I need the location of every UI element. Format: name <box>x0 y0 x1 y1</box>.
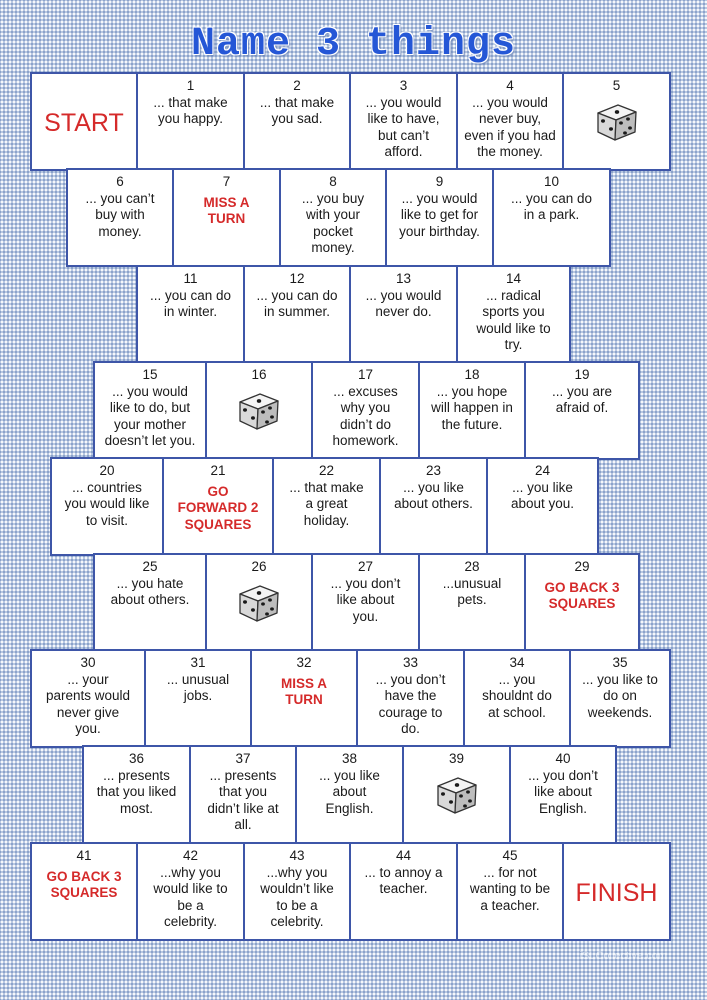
prompt-text: ... radical sports you would like to try. <box>476 287 551 352</box>
board-square-3 <box>349 72 458 171</box>
prompt-text: ... you don’t like about you. <box>330 575 401 624</box>
board-square-7 <box>172 168 281 267</box>
square-number: 6 <box>116 174 124 189</box>
prompt-text: ... to annoy a teacher. <box>364 864 443 896</box>
dice-icon <box>434 771 480 817</box>
square-number: 17 <box>357 367 374 382</box>
square-number: 36 <box>128 751 145 766</box>
square-number: 2 <box>293 78 301 93</box>
board-square-24 <box>486 457 599 556</box>
square-number: 24 <box>534 463 551 478</box>
square-number: 3 <box>399 78 408 93</box>
board-square-29 <box>524 553 640 652</box>
board-square-14 <box>456 265 571 364</box>
board-square-12 <box>243 265 351 364</box>
board-square-4 <box>456 72 564 171</box>
square-number: 45 <box>502 848 518 863</box>
board-square-9 <box>385 168 494 267</box>
board-square-8 <box>279 168 387 267</box>
square-number: 40 <box>555 751 571 766</box>
square-number: 12 <box>289 271 305 286</box>
watermark: iSLCollective.com <box>579 950 667 962</box>
prompt-text: ... countries you would like to visit. <box>64 479 150 528</box>
board-square-10 <box>492 168 611 267</box>
board-square-21 <box>162 457 274 556</box>
square-number: 5 <box>612 78 621 93</box>
square-number: 18 <box>464 367 480 382</box>
square-number: 38 <box>341 751 358 766</box>
square-number: 37 <box>235 751 251 766</box>
square-number: 28 <box>464 559 480 574</box>
square-number: 10 <box>543 174 560 189</box>
square-number: 25 <box>142 559 158 574</box>
prompt-text: ... you are afraid of. <box>551 383 613 415</box>
board-square-35 <box>569 649 671 748</box>
prompt-text: ... you buy with your pocket money. <box>301 190 365 255</box>
prompt-text: ... unusual jobs. <box>166 671 230 703</box>
board-square-31 <box>144 649 252 748</box>
prompt-text: ... you would never buy, even if you had the money. <box>464 94 556 159</box>
board-square-34 <box>463 649 571 748</box>
prompt-text: ... you don’t like about English. <box>528 767 598 816</box>
board-square-43 <box>243 842 351 941</box>
square-number: 13 <box>395 271 412 286</box>
prompt-text: ... excuses why you didn’t do homework. <box>332 383 399 448</box>
board-square-16 <box>205 361 313 460</box>
square-number: 43 <box>289 848 305 863</box>
board-square-17 <box>311 361 420 460</box>
prompt-text: ... that make a great holiday. <box>289 479 364 528</box>
prompt-text: ... presents that you liked most. <box>96 767 177 816</box>
prompt-text: ... you like about you. <box>510 479 575 511</box>
board-square-18 <box>418 361 526 460</box>
dice-icon <box>236 579 282 625</box>
dice-icon <box>594 98 640 144</box>
dice-icon <box>236 387 282 433</box>
board-square-11 <box>136 265 245 364</box>
action-text: MISS A TURN <box>203 194 250 226</box>
prompt-text: ... for not wanting to be a teacher. <box>469 864 551 913</box>
square-number: 27 <box>357 559 374 574</box>
board-square-44 <box>349 842 458 941</box>
square-number: 22 <box>318 463 335 478</box>
action-text: GO BACK 3 SQUARES <box>544 579 620 611</box>
square-number: 44 <box>395 848 412 863</box>
action-text: MISS A TURN <box>280 675 327 707</box>
square-number: 15 <box>142 367 158 382</box>
board-square-2 <box>243 72 351 171</box>
start-label: START <box>44 109 124 138</box>
board-square-15 <box>93 361 207 460</box>
prompt-text: ... you would like to do, but your mother doesn’t let you. <box>104 383 196 448</box>
prompt-text: ... you hate about others. <box>110 575 190 607</box>
prompt-text: ... you can do in a park. <box>510 190 593 222</box>
board-square-39 <box>402 745 511 844</box>
board-square-1 <box>136 72 245 171</box>
finish-label: FINISH <box>575 879 658 908</box>
board-square-5 <box>562 72 671 171</box>
board-square-30 <box>30 649 146 748</box>
board-square-25 <box>93 553 207 652</box>
action-text: GO FORWARD 2 SQUARES <box>177 483 259 532</box>
prompt-text: ... you like to do on weekends. <box>582 671 658 720</box>
board-square-22 <box>272 457 381 556</box>
prompt-text: ... you like about others. <box>394 479 473 511</box>
board-square-36 <box>82 745 191 844</box>
prompt-text: ... you can do in summer. <box>256 287 338 319</box>
board-square-38 <box>295 745 404 844</box>
prompt-text: ... you would like to get for your birthday. <box>399 190 480 239</box>
square-number: 8 <box>329 174 337 189</box>
square-number: 26 <box>251 559 267 574</box>
prompt-text: ... you hope will happen in the future. <box>431 383 513 432</box>
start-square <box>30 72 138 171</box>
prompt-text: ... you like about English. <box>319 767 380 816</box>
board-square-19 <box>524 361 640 460</box>
square-number: 9 <box>435 174 444 189</box>
square-number: 32 <box>296 655 312 670</box>
square-number: 21 <box>210 463 226 478</box>
square-number: 7 <box>222 174 231 189</box>
board-square-41 <box>30 842 138 941</box>
square-number: 16 <box>251 367 267 382</box>
finish-square <box>562 842 671 941</box>
square-number: 23 <box>425 463 442 478</box>
board-square-32 <box>250 649 358 748</box>
board-square-45 <box>456 842 564 941</box>
board-square-28 <box>418 553 526 652</box>
board-square-26 <box>205 553 313 652</box>
prompt-text: ... you would like to have, but can’t afford. <box>365 94 442 159</box>
square-number: 39 <box>448 751 465 766</box>
square-number: 14 <box>505 271 522 286</box>
prompt-text: ...unusual pets. <box>442 575 502 607</box>
square-number: 19 <box>574 367 590 382</box>
prompt-text: ... you would never do. <box>365 287 442 319</box>
square-number: 34 <box>509 655 525 670</box>
square-number: 20 <box>99 463 115 478</box>
board-square-6 <box>66 168 174 267</box>
square-number: 35 <box>612 655 628 670</box>
square-number: 41 <box>76 848 92 863</box>
square-number: 29 <box>574 559 590 574</box>
square-number: 42 <box>182 848 199 863</box>
square-number: 31 <box>190 655 206 670</box>
prompt-text: ... your parents would never give you. <box>45 671 131 736</box>
board-square-37 <box>189 745 297 844</box>
board-square-33 <box>356 649 465 748</box>
prompt-text: ... presents that you didn’t like at all. <box>207 767 279 832</box>
board-square-40 <box>509 745 617 844</box>
prompt-text: ... that make you happy. <box>153 94 228 126</box>
prompt-text: ...why you would like to be a celebrity. <box>153 864 228 929</box>
square-number: 11 <box>183 271 198 286</box>
action-text: GO BACK 3 SQUARES <box>46 868 122 900</box>
board-square-20 <box>50 457 164 556</box>
board-square-42 <box>136 842 245 941</box>
board-square-27 <box>311 553 420 652</box>
prompt-text: ... you can do in winter. <box>149 287 232 319</box>
prompt-text: ...why you wouldn’t like to be a celebrity. <box>260 864 334 929</box>
page-title: Name 3 things <box>190 22 517 67</box>
prompt-text: ... you don’t have the courage to do. <box>375 671 446 736</box>
prompt-text: ... that make you sad. <box>259 94 335 126</box>
square-number: 33 <box>402 655 419 670</box>
board-square-13 <box>349 265 458 364</box>
square-number: 4 <box>506 78 514 93</box>
board-square-23 <box>379 457 488 556</box>
prompt-text: ... you can’t buy with money. <box>85 190 155 239</box>
prompt-text: ... you shouldnt do at school. <box>482 671 552 720</box>
square-number: 1 <box>186 78 195 93</box>
square-number: 30 <box>80 655 96 670</box>
